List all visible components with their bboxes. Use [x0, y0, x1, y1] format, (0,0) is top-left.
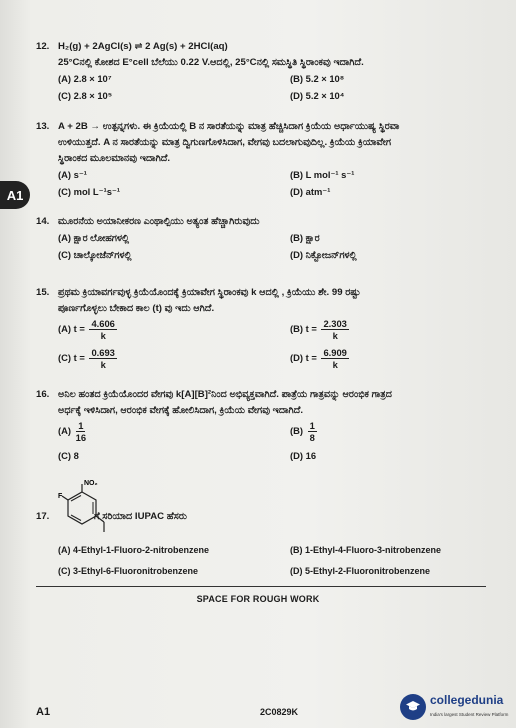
option-a[interactable] [58, 318, 290, 341]
option-d[interactable]: (D) 5.2 × 10⁴ [290, 90, 345, 101]
option-label: (B) t = [290, 322, 317, 334]
options [58, 72, 510, 102]
footer-series: A1 [36, 706, 51, 718]
numerator: 1 [78, 420, 84, 431]
numerator: 4.606 [91, 318, 115, 329]
question-text-line-1: ಅನಿಲ ಹಂತದ ಕ್ರಿಯೆಯೊಂದರ ವೇಗವು k[A][B]²ನಿಂದ ಅಭಿವ್ಯಕ್ತವಾಗಿದೆ. ಪಾತ್ರೆಯ ಗಾತ್ರವನ್ನು ಆರಂಭಿಕ ಗಾತ್ರದ [58, 389, 392, 400]
cap-icon [405, 699, 421, 715]
question-text-line-3: ಸ್ಥಿರಾಂಕದ ಮೂಲಮಾನವು ಇದಾಗಿದೆ. [58, 153, 171, 164]
option-label: (A) [58, 424, 72, 436]
question-text-line-2: ಪೂರ್ಣಗೊಳ್ಳಲು ಬೇಕಾದ ಕಾಲ (t) ವು ಇದು ಆಗಿದೆ. [58, 303, 215, 314]
question-text: ಗೆ ಸರಿಯಾದ IUPAC ಹೆಸರು [94, 511, 187, 522]
question-number: 13. [36, 121, 50, 132]
option-a[interactable]: (A) ಕ್ಷಾರ ಲೋಹಗಳಲ್ಲಿ [58, 232, 130, 243]
options [58, 318, 510, 370]
option-c[interactable] [58, 347, 290, 370]
question-number: 15. [36, 287, 50, 298]
fraction [308, 420, 317, 443]
option-b[interactable] [290, 318, 490, 341]
option-b[interactable]: (B) L mol⁻¹ s⁻¹ [290, 169, 355, 180]
numerator: 6.909 [323, 347, 347, 358]
option-c[interactable]: (C) ಚಾಲ್ಕೋಜೆನ್‌ಗಳಲ್ಲಿ [58, 249, 132, 260]
numerator: 1 [309, 420, 315, 431]
question-17 [36, 510, 510, 578]
question-text-line-1: A + 2B → ಉತ್ಪನ್ನಗಳು. ಈ ಕ್ರಿಯೆಯಲ್ಲಿ B ನ ಸಾರತೆಯನ್ನು ಮಾತ್ರ ಹೆಚ್ಚಿಸಿದಾಗ ಕ್ರಿಯೆಯ ಅರ್ಧಾಯುಷ್ಯ ಸ್ಥಿರವಾ [58, 121, 400, 132]
options [58, 231, 510, 261]
numerator: 2.303 [323, 318, 347, 329]
f-bond [62, 496, 68, 500]
denominator: 8 [309, 432, 315, 443]
option-c[interactable]: (C) 8 [58, 450, 79, 461]
side-tab: A1 [0, 181, 30, 209]
question-15 [36, 286, 510, 370]
numerator: 0.693 [91, 347, 115, 358]
option-a[interactable] [58, 420, 290, 443]
footer-code: 2C0829K [260, 707, 299, 717]
fraction [76, 420, 86, 443]
question-13 [36, 120, 510, 198]
option-label: (C) t = [58, 351, 85, 363]
option-a[interactable]: (A) 2.8 × 10⁷ [58, 73, 112, 84]
question-number: 12. [36, 41, 50, 52]
option-c[interactable]: (C) mol L⁻¹s⁻¹ [58, 186, 120, 197]
denominator: k [100, 359, 106, 370]
question-12 [36, 40, 510, 102]
option-d[interactable] [290, 347, 490, 370]
question-text: ಮೂರನೆಯ ಅಯಾನೀಕರಣ ಎಂಥಾಲ್ಪಿಯು ಅತ್ಯಂತ ಹೆಚ್ಚಾಗಿರುವುದು [58, 216, 260, 227]
question-16 [36, 388, 510, 462]
option-d[interactable]: (D) atm⁻¹ [290, 186, 331, 197]
logo-tagline: India's largest Student Review Platform [430, 711, 509, 717]
option-c[interactable]: (C) 2.8 × 10⁵ [58, 90, 113, 101]
options [58, 420, 510, 462]
option-label: (D) t = [290, 351, 317, 363]
denominator: k [332, 330, 338, 341]
option-b[interactable] [290, 420, 490, 443]
question-number: 14. [36, 216, 50, 227]
fraction [89, 318, 116, 341]
option-b[interactable]: (B) 5.2 × 10⁸ [290, 73, 345, 84]
fraction [321, 347, 348, 370]
option-d[interactable]: (D) 5-Ethyl-2-Fluoronitrobenzene [290, 566, 430, 576]
logo-name: collegedunia [430, 692, 504, 707]
question-text-line-2: ಅರ್ಧಕ್ಕೆ ಇಳಿಸಿದಾಗ, ಆರಂಭಿಕ ವೇಗಕ್ಕೆ ಹೋಲಿಸಿದಾಗ, ಕ್ರಿಯೆಯ ವೇಗವು ಇದಾಗಿದೆ. [58, 405, 303, 416]
rough-work-label: SPACE FOR ROUGH WORK [196, 594, 320, 604]
option-a[interactable]: (A) s⁻¹ [58, 169, 87, 180]
logo-wordmark [430, 694, 508, 721]
question-text-line-2: ಉಳಿಯುತ್ತದೆ. A ನ ಸಾರತೆಯನ್ನು ಮಾತ್ರ ದ್ವಿಗುಣಗೊಳಿಸಿದಾಗ, ವೇಗವು ಬದಲಾಗುವುದಿಲ್ಲ. ಕ್ರಿಯೆಯ ಕ್ರಿಯಾವೇಗ [58, 137, 392, 148]
option-b[interactable]: (B) 1-Ethyl-4-Fluoro-3-nitrobenzene [290, 545, 441, 555]
option-label: (B) [290, 424, 304, 436]
double-bond [71, 496, 81, 502]
question-number: 16. [36, 389, 50, 400]
rough-work-divider [36, 586, 486, 587]
option-a[interactable]: (A) 4-Ethyl-1-Fluoro-2-nitrobenzene [58, 545, 209, 555]
option-d[interactable]: (D) ನಿಕ್ಟೋಜನ್‌ಗಳಲ್ಲಿ [290, 249, 357, 260]
question-equation: H₂(g) + 2AgCl(s) ⇌ 2 Ag(s) + 2HCl(aq) [58, 41, 228, 52]
options [58, 168, 510, 198]
fraction [321, 318, 348, 341]
question-14 [36, 215, 510, 261]
option-b[interactable]: (B) ಕ್ಷಾರ [290, 232, 320, 243]
denominator: k [332, 359, 338, 370]
option-label: (A) t = [58, 322, 85, 334]
options [58, 544, 510, 578]
denominator: 16 [75, 432, 87, 443]
option-d[interactable]: (D) 16 [290, 450, 317, 461]
question-text-line-1: ಪ್ರಥಮ ಕ್ರಿಯಾವರ್ಗವುಳ್ಳ ಕ್ರಿಯೆಯೊಂದಕ್ಕೆ ಕ್ರಿಯಾವೇಗ ಸ್ಥಿರಾಂಕವು k ಆದಲ್ಲಿ , ಕ್ರಿಯೆಯು ಶೇ. 99 ರಷ್ಟು [58, 287, 361, 298]
question-text: 25°Cನಲ್ಲಿ ಕೋಶದ E°cell ಬೆಲೆಯು 0.22 V.ಆದಲ್ಲಿ, 25°Cನಲ್ಲಿ ಸಮಸ್ಥಿತಿ ಸ್ಥಿರಾಂಕವು ಇದಾಗಿದೆ. [58, 57, 364, 68]
denominator: k [100, 330, 106, 341]
option-c[interactable]: (C) 3-Ethyl-6-Fluoronitrobenzene [58, 566, 198, 576]
f-label: F [58, 493, 63, 500]
collegedunia-logo [400, 690, 510, 724]
question-number: 17. [36, 511, 50, 522]
fraction [89, 347, 116, 370]
graduate-icon [400, 694, 426, 720]
no2-label: NO₂ [84, 480, 98, 487]
